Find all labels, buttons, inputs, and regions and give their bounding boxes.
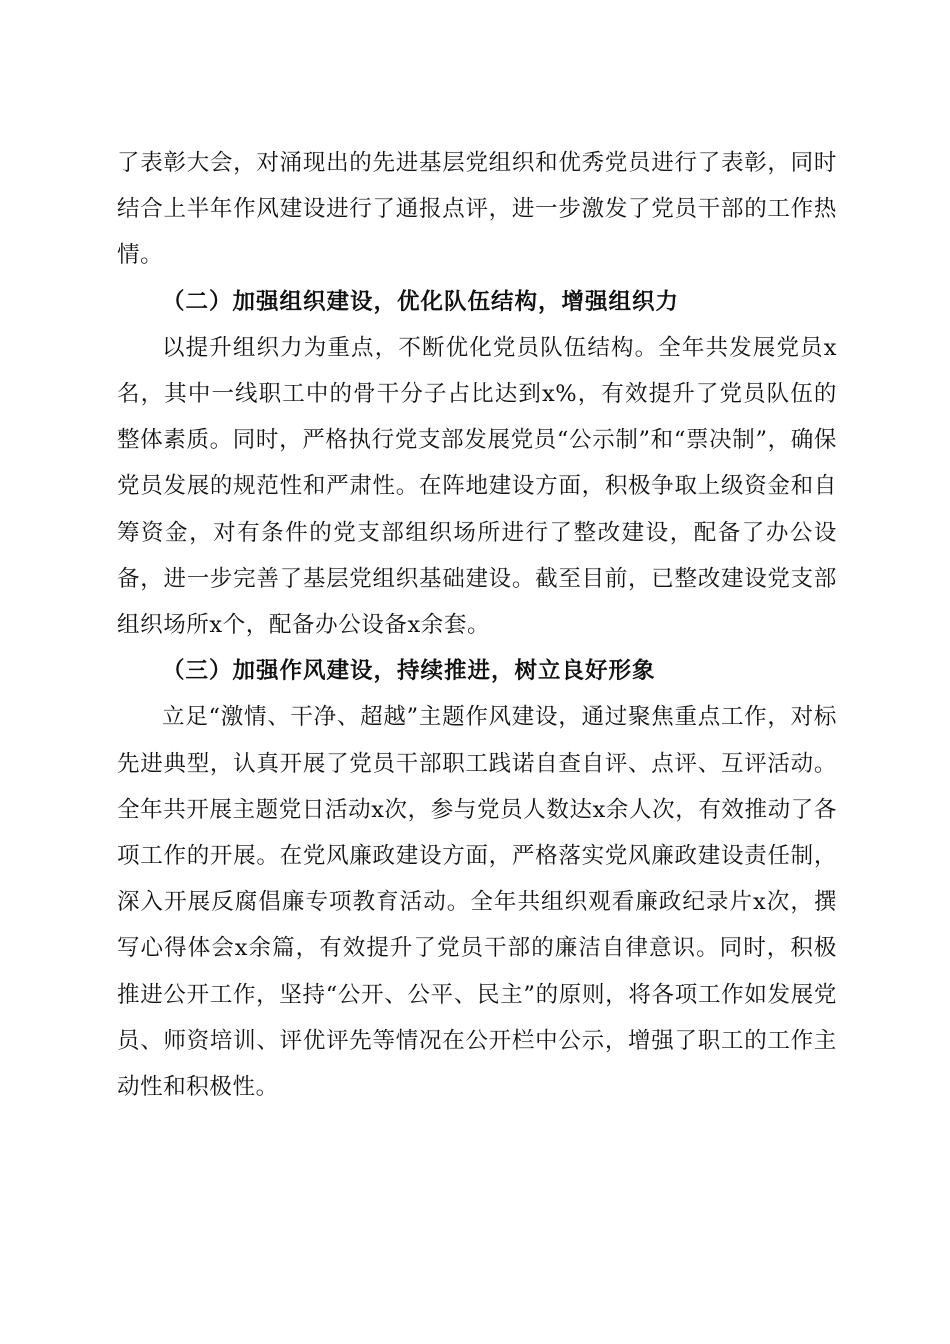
paragraph-work-style: 立足“激情、干净、超越”主题作风建设，通过聚焦重点工作，对标先进典型，认真开展了党员干部职工践诺自查自评、点评、互评活动。全年共开展主题党日活动x次，参与党员人数达x余人次，有效推动了各项工作的开展。在党风廉政建设方面，严格落实党风廉政建设责任制，深入开展反腐倡廉专项教育活动。全年共组织观看廉政纪录片x次，撰写心得体会x余篇，有效提升了党员干部的廉洁自律意识。同时，积极推进公开工作，坚持“公开、公平、民主”的原则，将各项工作如发展党员、师资培训、评优评先等情况在公开栏中公示，增强了职工的工作主动性和积极性。 (117, 704, 837, 1101)
section-heading-3: （三）加强作风建设，持续推进，树立良好形象 (162, 658, 656, 685)
document-body (117, 140, 837, 1110)
paragraph-continued: 了表彰大会，对涌现出的先进基层党组织和优秀党员进行了表彰，同时结合上半年作风建设进行了通报点评，进一步激发了党员干部的工作热情。 (117, 150, 837, 269)
paragraph-organization: 以提升组织力为重点，不断优化党员队伍结构。全年共发展党员x名，其中一线职工中的骨干分子占比达到x%，有效提升了党员队伍的整体素质。同时，严格执行党支部发展党员“公示制”和“票决制”，确保党员发展的规范性和严肃性。在阵地建设方面，积极争取上级资金和自筹资金，对有条件的党支部组织场所进行了整改建设，配备了办公设备，进一步完善了基层党组织基础建设。截至目前，已整改建设党支部组织场所x个，配备办公设备x余套。 (117, 334, 837, 639)
section-heading-2: （二）加强组织建设，优化队伍结构，增强组织力 (162, 288, 680, 315)
